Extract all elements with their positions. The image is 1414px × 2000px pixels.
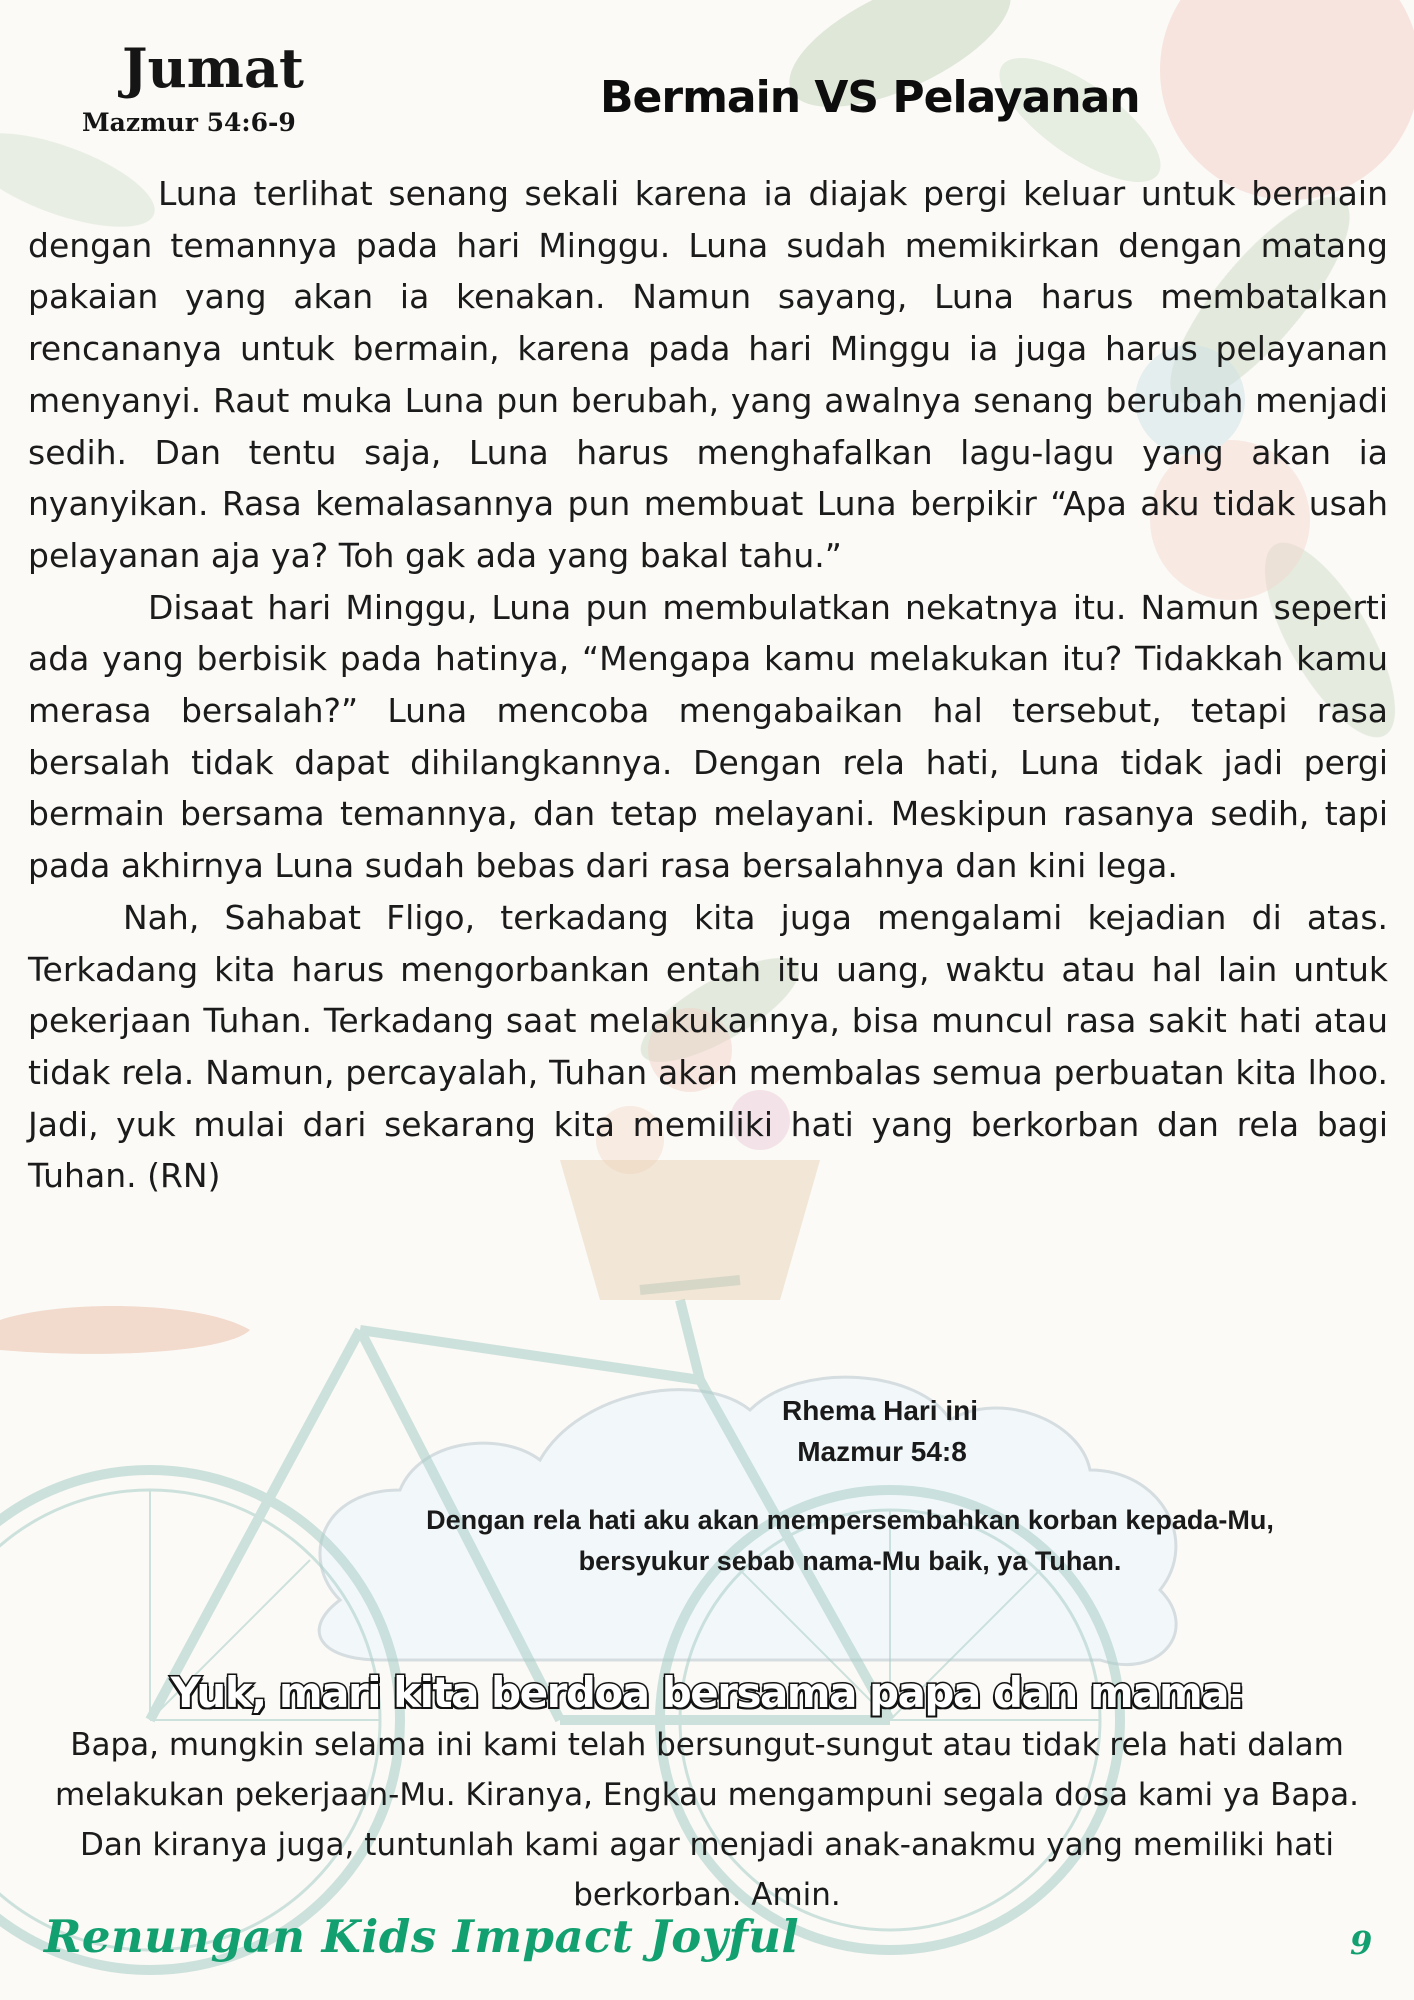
story-paragraph: Nah, Sahabat Fligo, terkadang kita juga mengalami kejadian di atas. Terkadang kita harus mengorbankan entah itu uang, waktu atau hal lain untuk pekerjaan Tuhan. Terkadang saat melakukannya, bisa muncul rasa sakit hati atau tidak rela. Namun, percayalah, Tuhan akan membalas semua perbuatan kita lhoo. Jadi, yuk mulai dari sekarang kita memiliki hati yang berkorban dan rela bagi Tuhan. (RN): [28, 897, 1388, 1196]
rhema-verse: Dengan rela hati aku akan mempersembahkan korban kepada-Mu, bersyukur sebab nama-Mu baik, ya Tuhan.: [426, 1505, 1274, 1576]
story-title: Bermain VS Pelayanan: [600, 72, 1140, 123]
day-title: Jumat: [122, 36, 304, 100]
story-paragraph: Disaat hari Minggu, Luna pun membulatkan nekatnya itu. Namun seperti ada yang berbisik pada hatinya, “Mengapa kamu melakukan itu? Tidakkah kamu merasa bersalah?” Luna mencoba mengabaikan hal tersebut, tetapi rasa bersalah tidak dapat dihilangkannya. Dengan rela hati, Luna tidak jadi pergi bermain bersama temannya, dan tetap melayani. Meskipun rasanya sedih, tapi pada akhirnya Luna sudah bebas dari rasa bersalahnya dan kini lega.: [28, 587, 1388, 886]
rhema-box: [420, 1390, 1340, 1582]
prayer-heading: Yuk, mari kita berdoa bersama papa dan mama:: [170, 1668, 1244, 1717]
story-body: [28, 168, 1388, 1202]
prayer-text: Bapa, mungkin selama ini kami telah bersungut-sungut atau tidak rela hati dalam melakukan pekerjaan-Mu. Kiranya, Engkau mengampuni segala dosa kami ya Bapa. Dan kiranya juga, tuntunlah kami agar menjadi anak-anakmu yang memiliki hati berkorban. Amin.: [55, 1727, 1359, 1913]
rhema-reference: Mazmur 54:8: [797, 1436, 967, 1467]
footer-brand: Renungan Kids Impact Joyful: [44, 1910, 800, 1963]
page-number: 9: [1350, 1924, 1373, 1962]
story-paragraph: Luna terlihat senang sekali karena ia diajak pergi keluar untuk bermain dengan temannya pada hari Minggu. Luna sudah memikirkan dengan matang pakaian yang akan ia kenakan. Namun sayang, Luna harus membatalkan rencananya untuk bermain, karena pada hari Minggu ia juga harus pelayanan menyanyi. Raut muka Luna pun berubah, yang awalnya senang berubah menjadi sedih. Dan tentu saja, Luna harus menghafalkan lagu-lagu yang akan ia nyanyikan. Rasa kemalasannya pun membuat Luna berpikir “Apa aku tidak usah pelayanan aja ya? Toh gak ada yang bakal tahu.”: [28, 174, 1388, 575]
rhema-title: Rhema Hari ini: [781, 1395, 979, 1426]
passage-reference: Mazmur 54:6-9: [82, 108, 296, 137]
